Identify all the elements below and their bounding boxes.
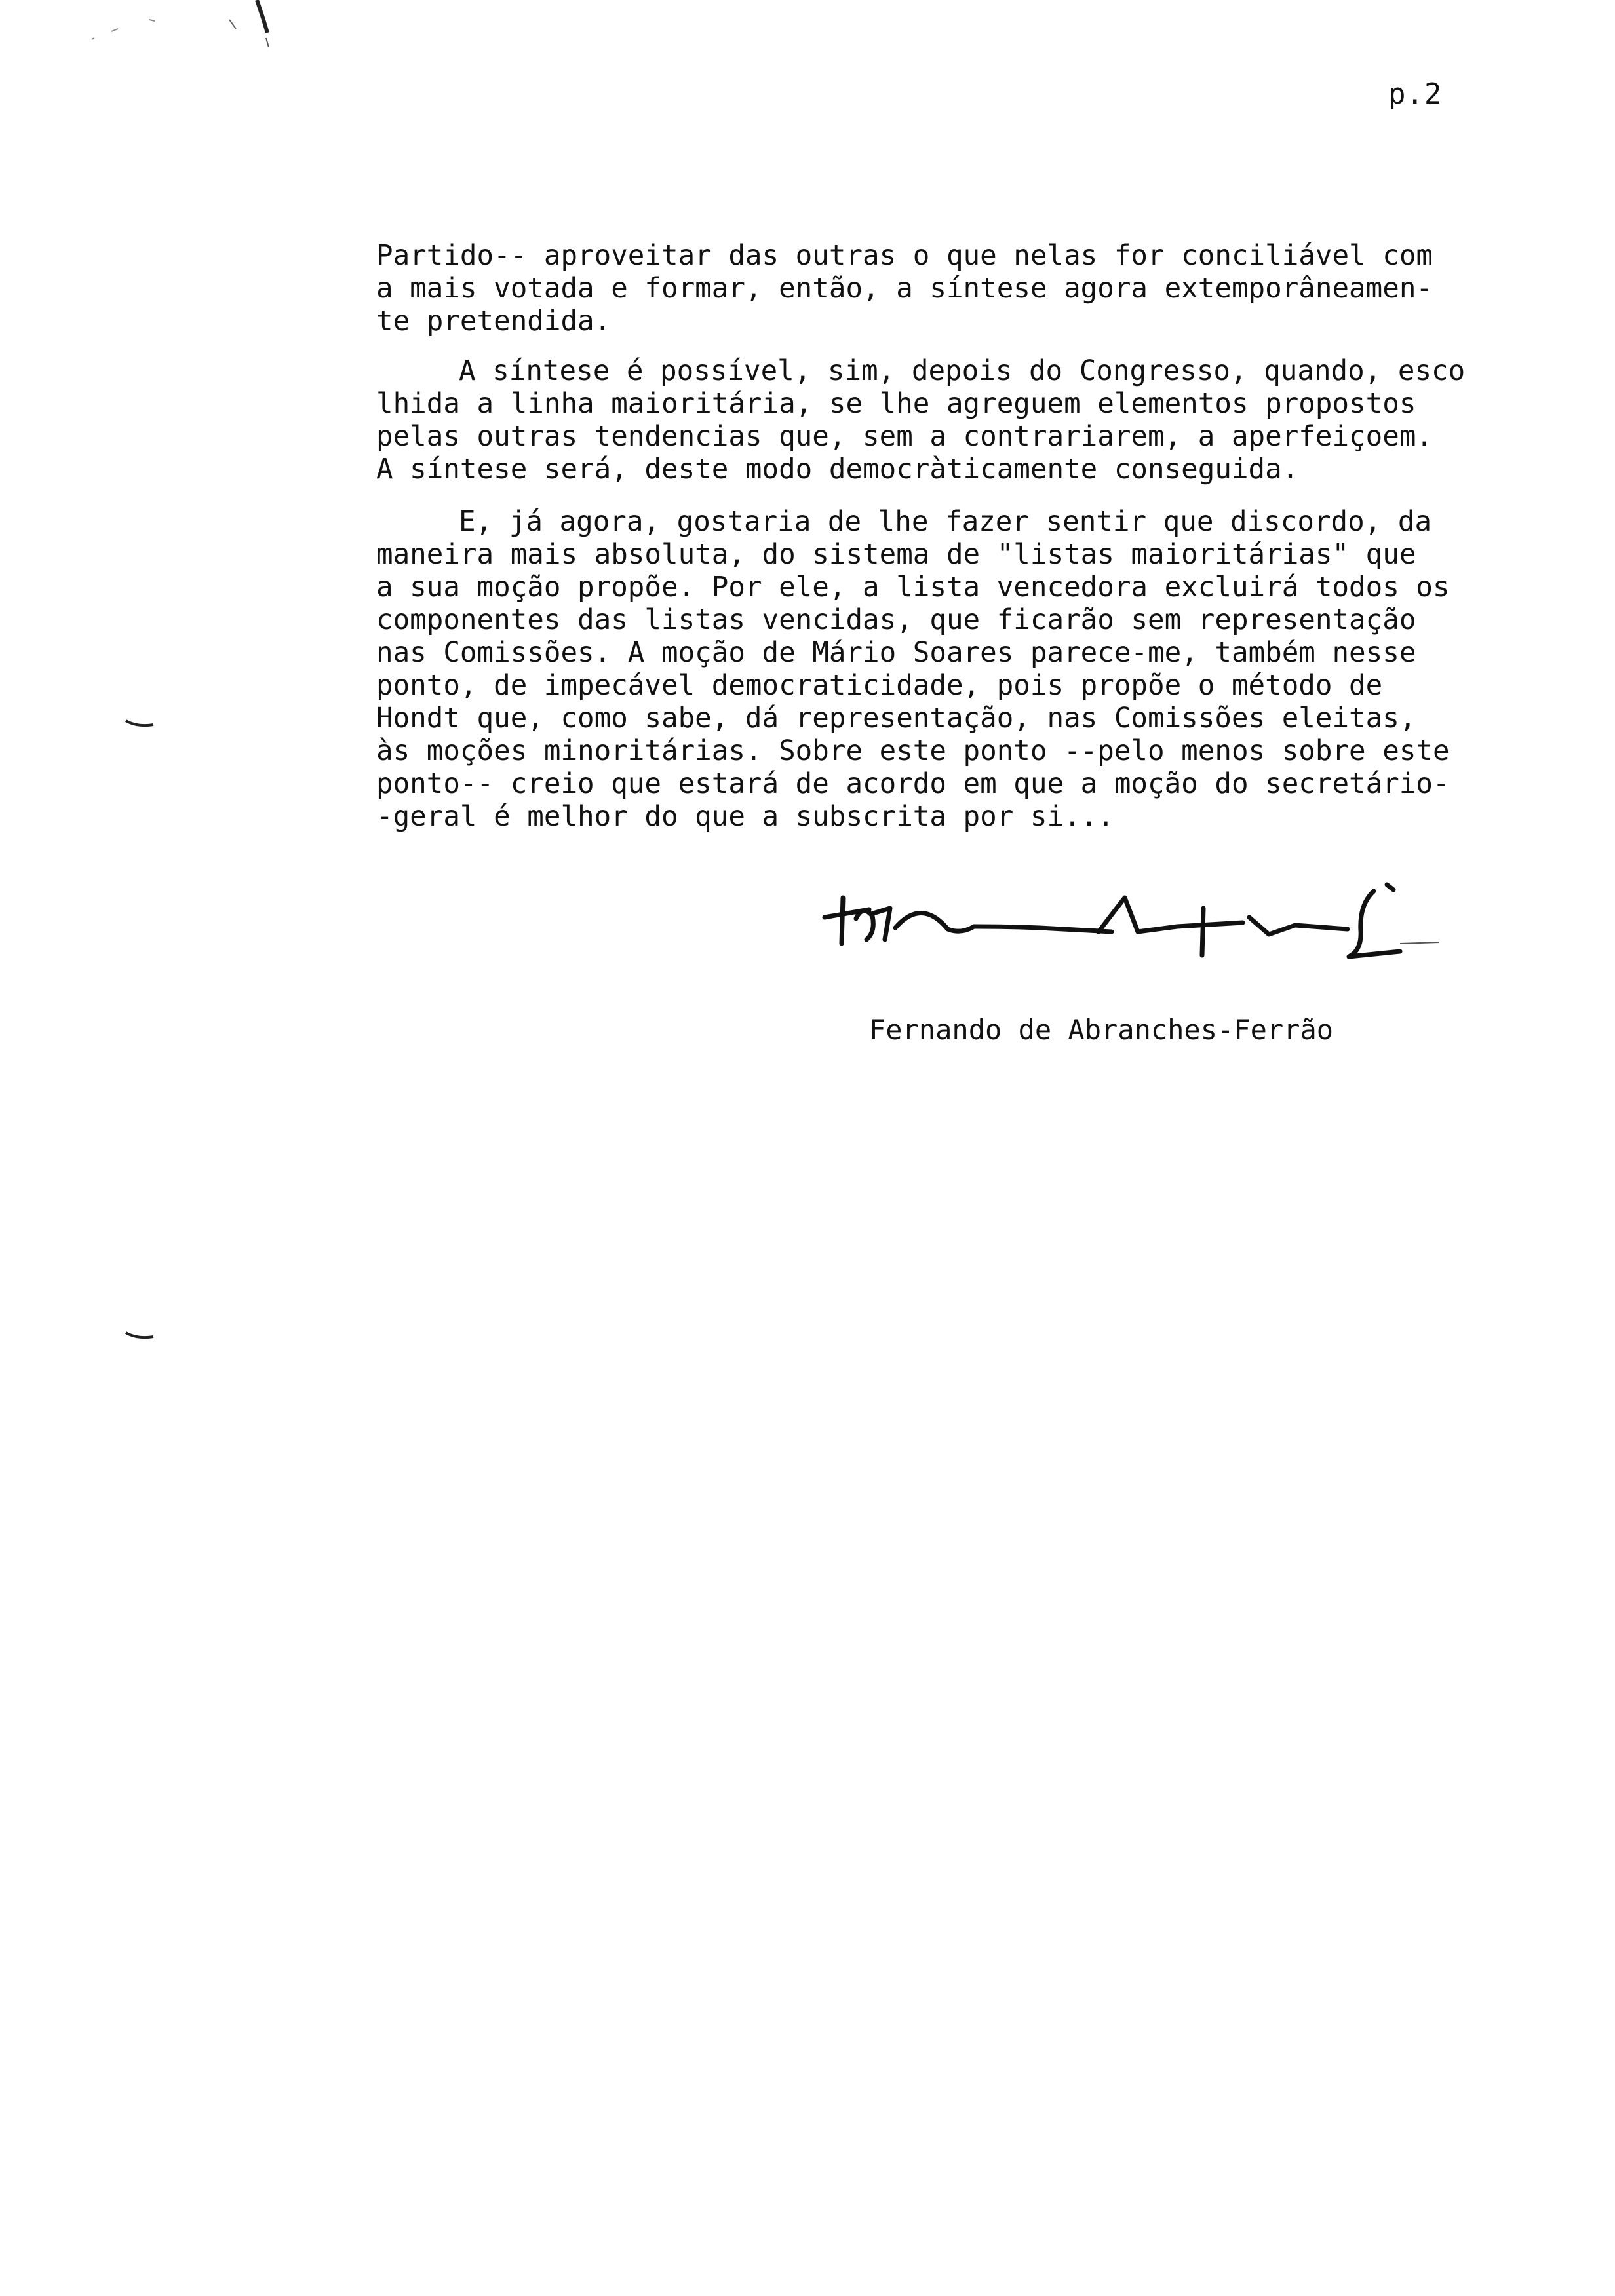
- binding-hole-mark: [125, 718, 155, 731]
- text-line: maneira mais absoluta, do sistema de "listas maioritárias" que: [376, 539, 1416, 571]
- text-line: a sua moção propõe. Por ele, a lista vencedora excluirá todos os: [376, 571, 1450, 603]
- letter-body: [376, 240, 1466, 833]
- text-line: -geral é melhor do que a subscrita por si...: [376, 801, 1114, 833]
- paragraph-1: [376, 240, 1451, 338]
- binding-hole-mark: [125, 1330, 155, 1343]
- page-number: p.2: [1388, 77, 1443, 111]
- text-line: Partido-- aproveitar das outras o que nelas for conciliável com: [376, 240, 1433, 272]
- text-line: lhida a linha maioritária, se lhe agreguem elementos propostos: [376, 388, 1416, 420]
- handwritten-signature: [810, 871, 1452, 976]
- signatory-name: Fernando de Abranches-Ferrão: [869, 1014, 1334, 1046]
- paragraph-3: [376, 506, 1451, 833]
- text-line: a mais votada e formar, então, a síntese agora extemporâneamen-: [376, 273, 1433, 305]
- text-line: Hondt que, como sabe, dá representação, nas Comissões eleitas,: [376, 702, 1416, 735]
- text-line: A síntese é possível, sim, depois do Congresso, quando, esco: [459, 355, 1466, 387]
- text-line: pelas outras tendencias que, sem a contrariarem, a aperfeiçoem.: [376, 421, 1433, 453]
- text-line: E, já agora, gostaria de lhe fazer sentir que discordo, da: [459, 506, 1432, 538]
- scan-artifact-marks: [72, 0, 295, 59]
- text-line: te pretendida.: [376, 305, 612, 337]
- text-line: componentes das listas vencidas, que ficarão sem representação: [376, 604, 1416, 636]
- text-line: ponto, de impecável democraticidade, pois propõe o método de: [376, 670, 1383, 702]
- paragraph-2: [376, 355, 1466, 486]
- text-line: às moções minoritárias. Sobre este ponto --pelo menos sobre este: [376, 735, 1450, 767]
- text-line: A síntese será, deste modo democràticamente conseguida.: [376, 453, 1299, 486]
- text-line: ponto-- creio que estará de acordo em que a moção do secretário-: [376, 768, 1450, 800]
- text-line: nas Comissões. A moção de Mário Soares parece-me, também nesse: [376, 637, 1416, 669]
